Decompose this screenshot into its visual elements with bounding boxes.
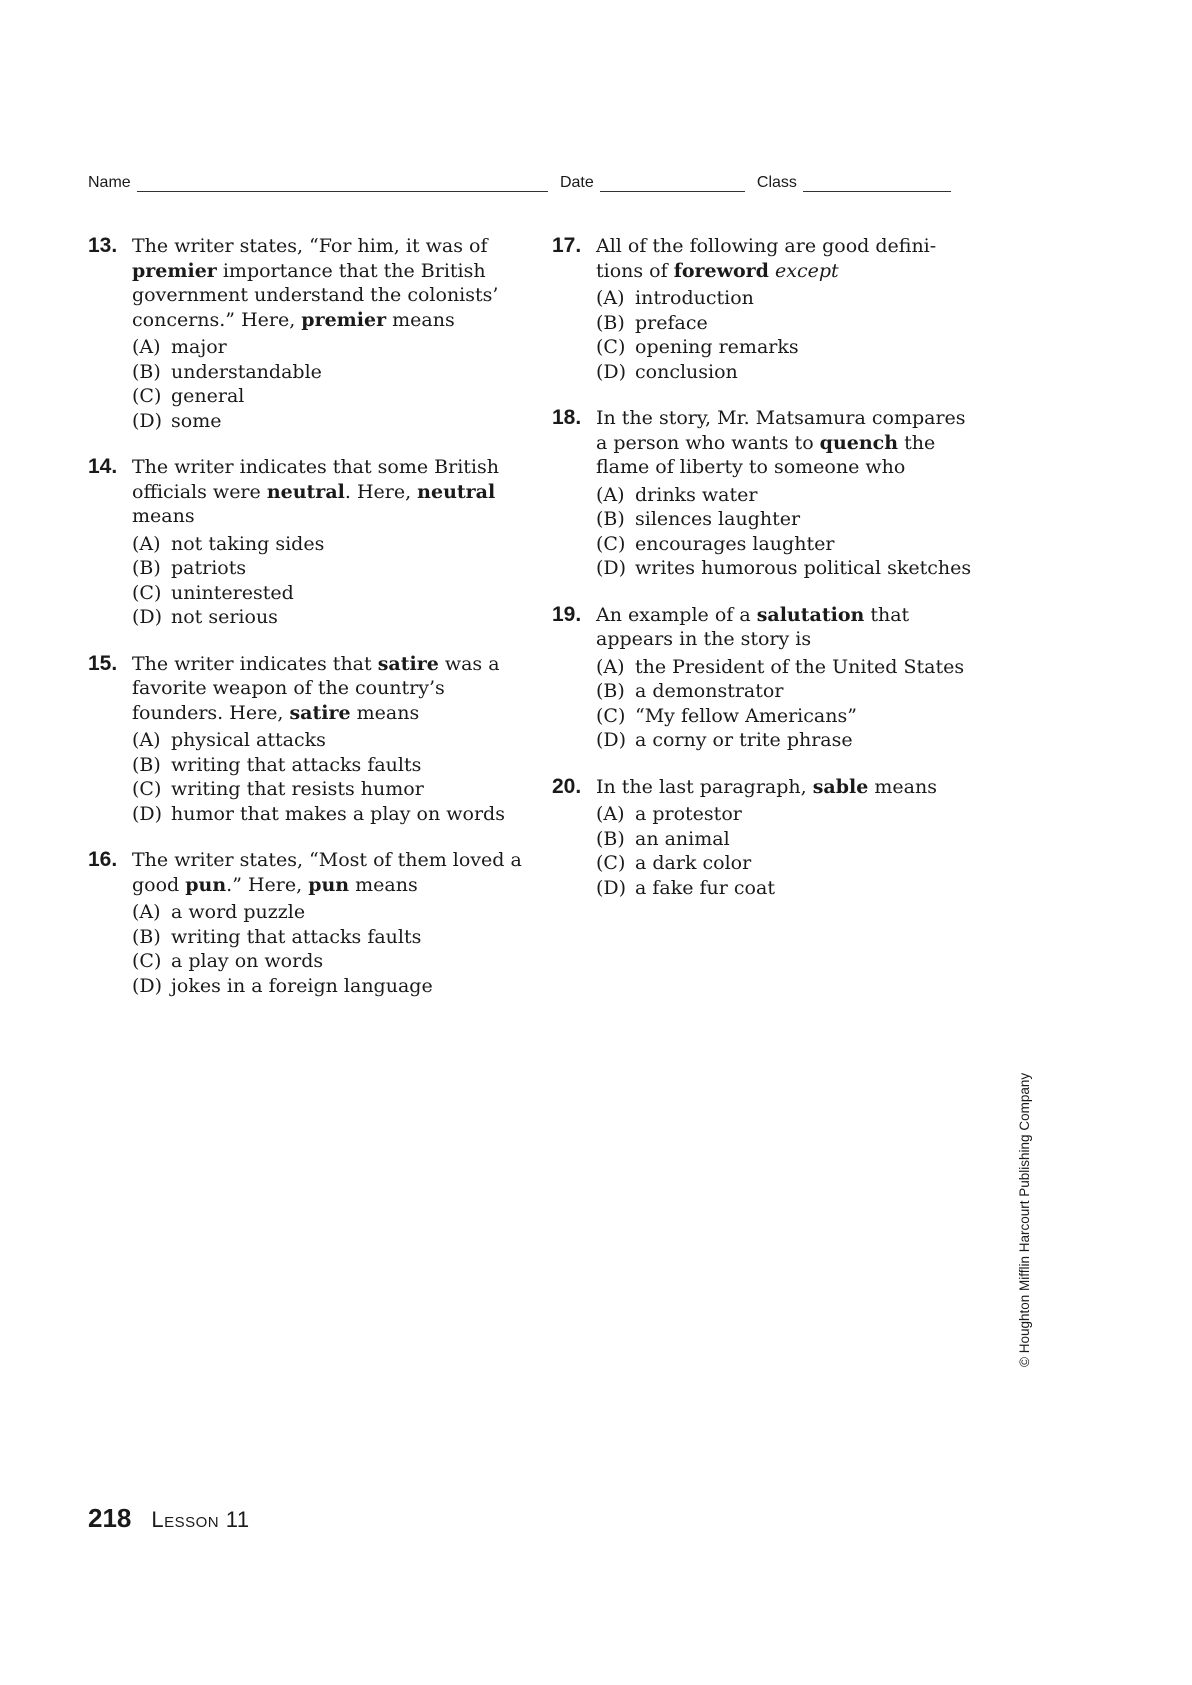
option-text: silences laughter [635, 508, 801, 530]
answer-option [132, 556, 528, 581]
option-text: some [171, 409, 222, 432]
option-text: a word puzzle [171, 901, 306, 923]
question-15 [88, 652, 528, 827]
answer-option [132, 777, 528, 802]
option-letter: (D) [132, 802, 163, 825]
stem-text: In the last paragraph, [596, 775, 813, 798]
option-text: writing that attacks faults [171, 925, 422, 948]
vocabulary-word: premier [132, 259, 217, 282]
vocabulary-word: neutral [417, 480, 496, 503]
date-line [600, 177, 745, 192]
vocabulary-word: satire [289, 701, 351, 724]
vocabulary-word: neutral [266, 480, 345, 503]
option-letter: (C) [596, 852, 626, 874]
option-letter: (D) [596, 360, 627, 383]
stem-text: means [868, 775, 937, 798]
option-text: introduction [635, 287, 754, 309]
option-text: opening remarks [635, 336, 799, 358]
answer-option [596, 728, 972, 753]
option-letter: (A) [596, 483, 625, 506]
question-stem-row [88, 848, 528, 897]
option-letter: (D) [596, 729, 627, 751]
stem-text: All of the following are good defini-tions of [596, 235, 937, 282]
copyright-notice: © Houghton Mifflin Harcourt Publishing Company [1017, 1072, 1032, 1367]
answer-options [132, 335, 528, 433]
option-text: understandable [171, 360, 322, 383]
question-stem [596, 406, 972, 480]
question-stem [596, 775, 937, 800]
option-text: “My fellow Americans” [635, 704, 857, 727]
stem-text: means [350, 701, 420, 724]
answer-option [596, 483, 972, 508]
option-text: major [171, 336, 227, 358]
answer-option [132, 384, 528, 409]
stem-text: The writer indicates that some British officials were [132, 456, 499, 503]
question-stem-row [552, 775, 972, 800]
answer-options [132, 900, 528, 998]
stem-text: An example of a [596, 603, 757, 626]
answer-options [132, 728, 528, 826]
option-letter: (B) [596, 311, 625, 334]
answer-option [132, 974, 528, 999]
vocabulary-word: foreword [673, 259, 769, 282]
question-19 [552, 603, 972, 753]
answer-option [132, 802, 528, 827]
answer-option [596, 802, 972, 827]
question-14 [88, 455, 528, 630]
option-letter: (D) [596, 876, 627, 899]
vocabulary-word: premier [301, 308, 387, 331]
option-letter: (B) [132, 360, 161, 383]
option-letter: (A) [132, 336, 161, 358]
question-stem-row [552, 603, 972, 652]
question-number: 19. [552, 602, 582, 626]
stem-text: . Here, [344, 480, 418, 503]
stem-text: In the story, Mr. Matsamura compares a person who wants to [596, 407, 966, 454]
answer-options [596, 286, 972, 384]
option-text: conclusion [635, 360, 738, 383]
answer-option [132, 581, 528, 606]
answer-option [132, 728, 528, 753]
question-17 [552, 234, 972, 384]
option-letter: (D) [132, 606, 163, 628]
class-line [803, 177, 951, 192]
option-text: jokes in a foreign language [171, 974, 433, 997]
option-letter: (C) [596, 336, 626, 358]
stem-text: The writer states, “For him, it was of [132, 235, 488, 257]
option-letter: (C) [132, 950, 162, 972]
answer-option [596, 851, 972, 876]
option-text: preface [635, 311, 708, 334]
question-number: 13. [88, 234, 118, 257]
option-letter: (B) [132, 557, 161, 579]
option-text: a play on words [171, 950, 324, 972]
option-text: writing that attacks faults [171, 753, 422, 776]
option-letter: (A) [596, 803, 625, 825]
option-text: a fake fur coat [635, 876, 775, 899]
option-text: a corny or trite phrase [635, 729, 853, 751]
stem-text: The writer indicates that [132, 652, 378, 675]
answer-options [596, 483, 972, 581]
question-stem-row [552, 234, 972, 283]
question-number: 18. [552, 406, 582, 429]
answer-option [596, 827, 972, 852]
name-line [137, 177, 548, 192]
answer-option [132, 949, 528, 974]
option-text: writing that resists humor [171, 778, 424, 800]
option-letter: (C) [132, 385, 162, 407]
question-20 [552, 775, 972, 901]
question-number: 14. [88, 455, 118, 478]
question-stem [132, 455, 528, 529]
option-letter: (C) [596, 532, 626, 555]
name-label: Name [88, 174, 131, 191]
stem-text: the flame of liberty to someone who [596, 431, 936, 478]
question-stem [132, 652, 528, 726]
option-text: a dark color [635, 852, 752, 874]
page-footer [88, 1503, 250, 1534]
answer-option [596, 311, 972, 336]
question-16 [88, 848, 528, 998]
header-fields [88, 174, 963, 192]
question-stem-row [88, 455, 528, 529]
question-stem [132, 234, 528, 332]
question-stem [132, 848, 528, 897]
question-stem [596, 603, 972, 652]
answer-options [132, 532, 528, 630]
option-text: a protestor [635, 803, 742, 825]
question-number: 17. [552, 234, 582, 257]
option-letter: (B) [596, 680, 625, 702]
question-number: 20. [552, 774, 582, 798]
answer-options [596, 655, 972, 753]
vocabulary-word: except [775, 259, 839, 282]
answer-options [596, 802, 972, 900]
answer-option [132, 605, 528, 630]
question-number: 15. [88, 651, 118, 675]
answer-option [596, 532, 972, 557]
question-stem-row [88, 234, 528, 332]
option-text: encourages laughter [635, 532, 835, 555]
option-text: the President of the United States [635, 655, 965, 678]
option-letter: (B) [596, 827, 625, 850]
stem-text: was a favorite weapon of the country’s founders. Here, [132, 652, 500, 724]
option-letter: (D) [596, 557, 627, 579]
option-letter: (D) [132, 409, 163, 432]
stem-text: means [386, 308, 455, 331]
stem-text: means [349, 873, 418, 896]
answer-option [596, 704, 972, 729]
question-stem [596, 234, 972, 283]
answer-option [132, 900, 528, 925]
answer-option [132, 409, 528, 434]
answer-option [596, 655, 972, 680]
option-letter: (A) [132, 729, 161, 751]
option-letter: (C) [132, 778, 162, 800]
stem-text: importance that the British government understand the colonists’ concerns.” Here, [132, 259, 499, 331]
answer-option [596, 286, 972, 311]
answer-option [596, 507, 972, 532]
answer-option [132, 753, 528, 778]
option-text: drinks water [635, 483, 758, 506]
option-letter: (A) [596, 655, 625, 678]
option-letter: (A) [132, 901, 161, 923]
option-letter: (A) [132, 532, 161, 555]
vocabulary-word: sable [812, 775, 869, 798]
question-18 [552, 406, 972, 581]
vocabulary-word: salutation [756, 603, 865, 626]
question-number: 16. [88, 848, 118, 871]
option-text: physical attacks [171, 729, 326, 751]
question-13 [88, 234, 528, 433]
question-column-right [552, 234, 972, 922]
answer-option [132, 925, 528, 950]
option-text: humor that makes a play on words [171, 802, 505, 825]
option-text: not taking sides [171, 532, 325, 555]
vocabulary-word: satire [377, 652, 439, 675]
option-text: a demonstrator [635, 680, 784, 702]
option-letter: (C) [132, 581, 162, 604]
answer-option [596, 556, 972, 581]
stem-text: that appears in the story is [596, 603, 910, 650]
answer-option [596, 876, 972, 901]
answer-option [596, 679, 972, 704]
vocabulary-word: pun [185, 873, 227, 896]
stem-text: The writer states, “Most of them loved a good [132, 849, 522, 896]
option-text: uninterested [171, 581, 294, 604]
option-letter: (B) [132, 925, 161, 948]
option-letter: (C) [596, 704, 626, 727]
option-letter: (B) [596, 508, 625, 530]
option-letter: (B) [132, 753, 161, 776]
answer-option [132, 532, 528, 557]
stem-text: .” Here, [226, 873, 309, 896]
answer-option [132, 335, 528, 360]
page-number: 218 [88, 1503, 132, 1533]
option-text: an animal [635, 827, 730, 850]
answer-option [596, 360, 972, 385]
question-column-left [88, 234, 528, 1020]
vocabulary-word: quench [819, 431, 899, 454]
option-text: not serious [171, 606, 278, 628]
question-stem-row [88, 652, 528, 726]
option-text: writes humorous political sketches [635, 557, 972, 579]
lesson-label: Lesson 11 [151, 1507, 250, 1532]
answer-option [132, 360, 528, 385]
option-letter: (D) [132, 974, 163, 997]
date-label: Date [559, 174, 594, 191]
option-text: patriots [171, 557, 247, 579]
stem-text: means [132, 505, 195, 527]
vocabulary-word: pun [308, 873, 350, 896]
class-label: Class [756, 174, 797, 191]
option-letter: (A) [596, 287, 625, 309]
question-stem-row [552, 406, 972, 480]
answer-option [596, 335, 972, 360]
option-text: general [171, 385, 245, 407]
